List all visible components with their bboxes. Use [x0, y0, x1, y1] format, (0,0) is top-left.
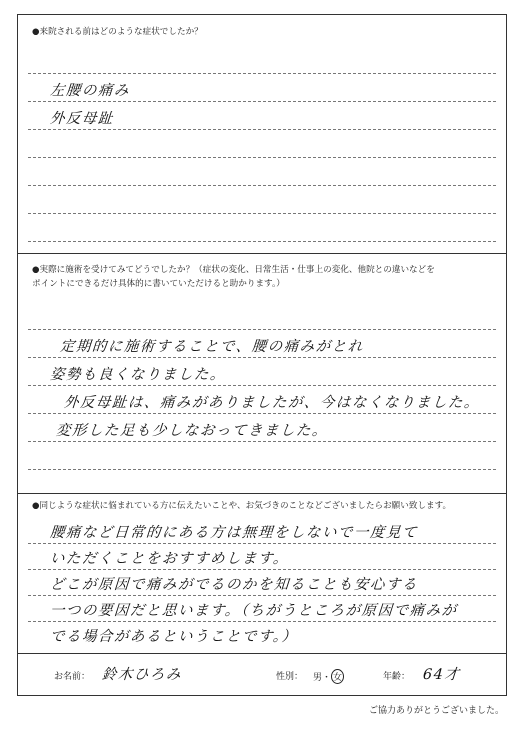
answer-line [28, 621, 496, 622]
gender-female-circled: 女 [331, 669, 344, 684]
answer-line [28, 413, 496, 414]
answer-line [28, 469, 496, 470]
handwritten-answer-line: どこが原因で痛みがでるのかを知ることも安心する [49, 577, 419, 593]
answer-line [28, 73, 496, 74]
age-label: 年齢： [383, 672, 411, 682]
gender-male: 男 [313, 673, 323, 683]
question-previous-symptoms: ●来院される前はどのような症状でしたか？ [32, 27, 203, 37]
answer-line [28, 385, 496, 386]
answer-line [28, 329, 496, 330]
gender-separator: ・ [322, 673, 332, 683]
answer-line [28, 129, 496, 130]
section-advice [18, 493, 506, 653]
name-value: 鈴木ひろみ [101, 667, 183, 683]
answer-line [28, 185, 496, 186]
survey-form [17, 14, 507, 696]
answer-line [28, 241, 496, 242]
handwritten-answer-line: 外反母趾 [49, 111, 115, 127]
answer-line [28, 101, 496, 102]
handwritten-answer-line: でる場合があるということです。） [49, 629, 299, 645]
answer-line [28, 595, 496, 596]
section-previous-symptoms [18, 15, 506, 253]
answer-line [28, 543, 496, 544]
handwritten-answer-line: 腰痛など日常的にある方は無理をしないで一度見て [49, 525, 419, 541]
question-treatment-experience-cont: ポイントにできるだけ具体的に書いていただけると助かります。） [32, 279, 285, 289]
handwritten-answer-line: 左腰の痛み [49, 83, 131, 99]
gender-options [313, 669, 344, 684]
handwritten-answer-line: 定期的に施術することで、腰の痛みがとれ [59, 339, 365, 355]
section-treatment-experience [18, 253, 506, 493]
gender-label: 性別： [276, 672, 304, 682]
handwritten-answer-line: 外反母趾は、痛みがありましたが、今はなくなりました。 [63, 395, 481, 411]
age-value: 64才 [422, 667, 461, 683]
name-label: お名前： [54, 672, 91, 682]
handwritten-answer-line: 変形した足も少しなおってきました。 [55, 423, 329, 439]
respondent-info [18, 653, 506, 697]
thank-you-note: ご協力ありがとうございました。 [368, 706, 504, 716]
answer-line [28, 357, 496, 358]
answer-line [28, 569, 496, 570]
answer-line [28, 157, 496, 158]
answer-line [28, 441, 496, 442]
handwritten-answer-line: いただくことをおすすめします。 [49, 551, 290, 567]
answer-line [28, 213, 496, 214]
question-treatment-experience: ●実際に施術を受けてみてどうでしたか？（症状の変化、日常生活・仕事上の変化、他院との違いなどを [32, 265, 435, 275]
handwritten-answer-line: 姿勢も良くなりました。 [49, 367, 227, 383]
question-advice: ●同じような症状に悩まれている方に伝えたいことや、お気づきのことなどございましたらお願い致します。 [32, 501, 452, 511]
handwritten-answer-line: 一つの要因だと思います。（ちがうところが原因で痛みが [49, 603, 459, 619]
